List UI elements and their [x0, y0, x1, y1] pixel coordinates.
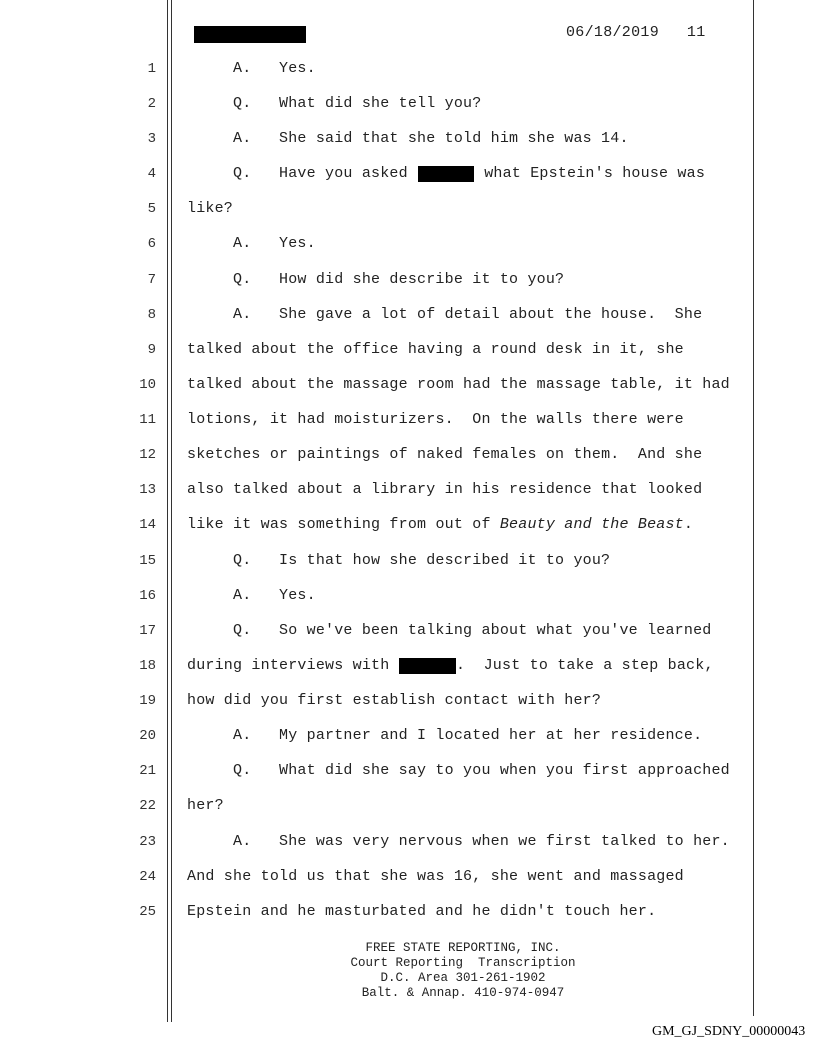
- transcript-line: sketches or paintings of naked females on them. And she: [187, 446, 703, 463]
- line-number: 9: [147, 342, 156, 358]
- line-number: 8: [147, 307, 156, 323]
- line-number: 24: [139, 869, 156, 885]
- transcript-line: Q. What did she say to you when you first approached: [233, 762, 730, 779]
- line-number: 17: [139, 623, 156, 639]
- line-number: 10: [139, 377, 156, 393]
- transcript-line: Q. How did she describe it to you?: [233, 271, 565, 288]
- transcript-line: A. My partner and I located her at her residence.: [233, 727, 703, 744]
- transcript-line: her?: [187, 797, 224, 814]
- line-number: 22: [139, 798, 156, 814]
- line-number: 23: [139, 834, 156, 850]
- transcript-line: A. She was very nervous when we first talked to her.: [233, 833, 730, 850]
- transcript-line: also talked about a library in his residence that looked: [187, 481, 703, 498]
- name-redaction-block: [399, 658, 456, 674]
- line-number: 20: [139, 728, 156, 744]
- transcript-line: during interviews with: [187, 657, 399, 674]
- line-number: 25: [139, 904, 156, 920]
- right-margin-rule: [753, 0, 754, 1016]
- line-number: 3: [147, 131, 156, 147]
- transcript-text: like it was something from out of: [187, 516, 500, 533]
- transcript-line: Q. Is that how she described it to you?: [233, 552, 611, 569]
- bates-number: GM_GJ_SDNY_00000043: [652, 1024, 806, 1039]
- line-number: 19: [139, 693, 156, 709]
- line-number: 4: [147, 166, 156, 182]
- header-date-page: 06/18/2019 11: [566, 24, 706, 41]
- line-number: 21: [139, 763, 156, 779]
- transcript-line: And she told us that she was 16, she went and massaged: [187, 868, 684, 885]
- left-margin-rule-1: [167, 0, 168, 1022]
- line-number: 12: [139, 447, 156, 463]
- line-number: 16: [139, 588, 156, 604]
- reporter-footer: [300, 941, 626, 1001]
- transcript-line: A. Yes.: [233, 587, 316, 604]
- footer-company: FREE STATE REPORTING, INC.: [365, 941, 561, 955]
- transcript-line: Q. What did she tell you?: [233, 95, 482, 112]
- transcript-line: talked about the massage room had the massage table, it had: [187, 376, 730, 393]
- header-redaction-block: [194, 26, 306, 43]
- transcript-line-continued: . Just to take a step back,: [456, 657, 714, 674]
- transcript-line: A. She said that she told him she was 14.: [233, 130, 629, 147]
- line-number: 1: [147, 61, 156, 77]
- line-number: 6: [147, 236, 156, 252]
- transcript-line: A. Yes.: [233, 235, 316, 252]
- transcript-line: Q. So we've been talking about what you've learned: [233, 622, 712, 639]
- transcript-line: [187, 516, 693, 533]
- line-number: 5: [147, 201, 156, 217]
- line-number: 18: [139, 658, 156, 674]
- line-number: 2: [147, 96, 156, 112]
- name-redaction-block: [418, 166, 474, 182]
- transcript-line: how did you first establish contact with her?: [187, 692, 602, 709]
- italic-title: Beauty and the Beast: [499, 516, 684, 533]
- transcript-line: lotions, it had moisturizers. On the walls there were: [187, 411, 684, 428]
- line-number: 14: [139, 517, 156, 533]
- transcript-line: Epstein and he masturbated and he didn't touch her.: [187, 903, 657, 920]
- transcript-line: Q. Have you asked: [233, 165, 418, 182]
- line-number: 13: [139, 482, 156, 498]
- transcript-line-continued: what Epstein's house was: [475, 165, 706, 182]
- footer-dc-phone: D.C. Area 301-261-1902: [380, 971, 546, 985]
- left-margin-rule-2: [171, 0, 172, 1022]
- line-number: 11: [139, 412, 156, 428]
- transcript-line: like?: [187, 200, 234, 217]
- line-number: 7: [147, 272, 156, 288]
- transcript-text: .: [683, 516, 694, 533]
- transcript-line: A. She gave a lot of detail about the house. She: [233, 306, 703, 323]
- transcript-line: talked about the office having a round desk in it, she: [187, 341, 684, 358]
- transcript-line: A. Yes.: [233, 60, 316, 77]
- footer-balt-phone: Balt. & Annap. 410-974-0947: [361, 986, 565, 1000]
- footer-service: Court Reporting Transcription: [350, 956, 576, 970]
- line-number: 15: [139, 553, 156, 569]
